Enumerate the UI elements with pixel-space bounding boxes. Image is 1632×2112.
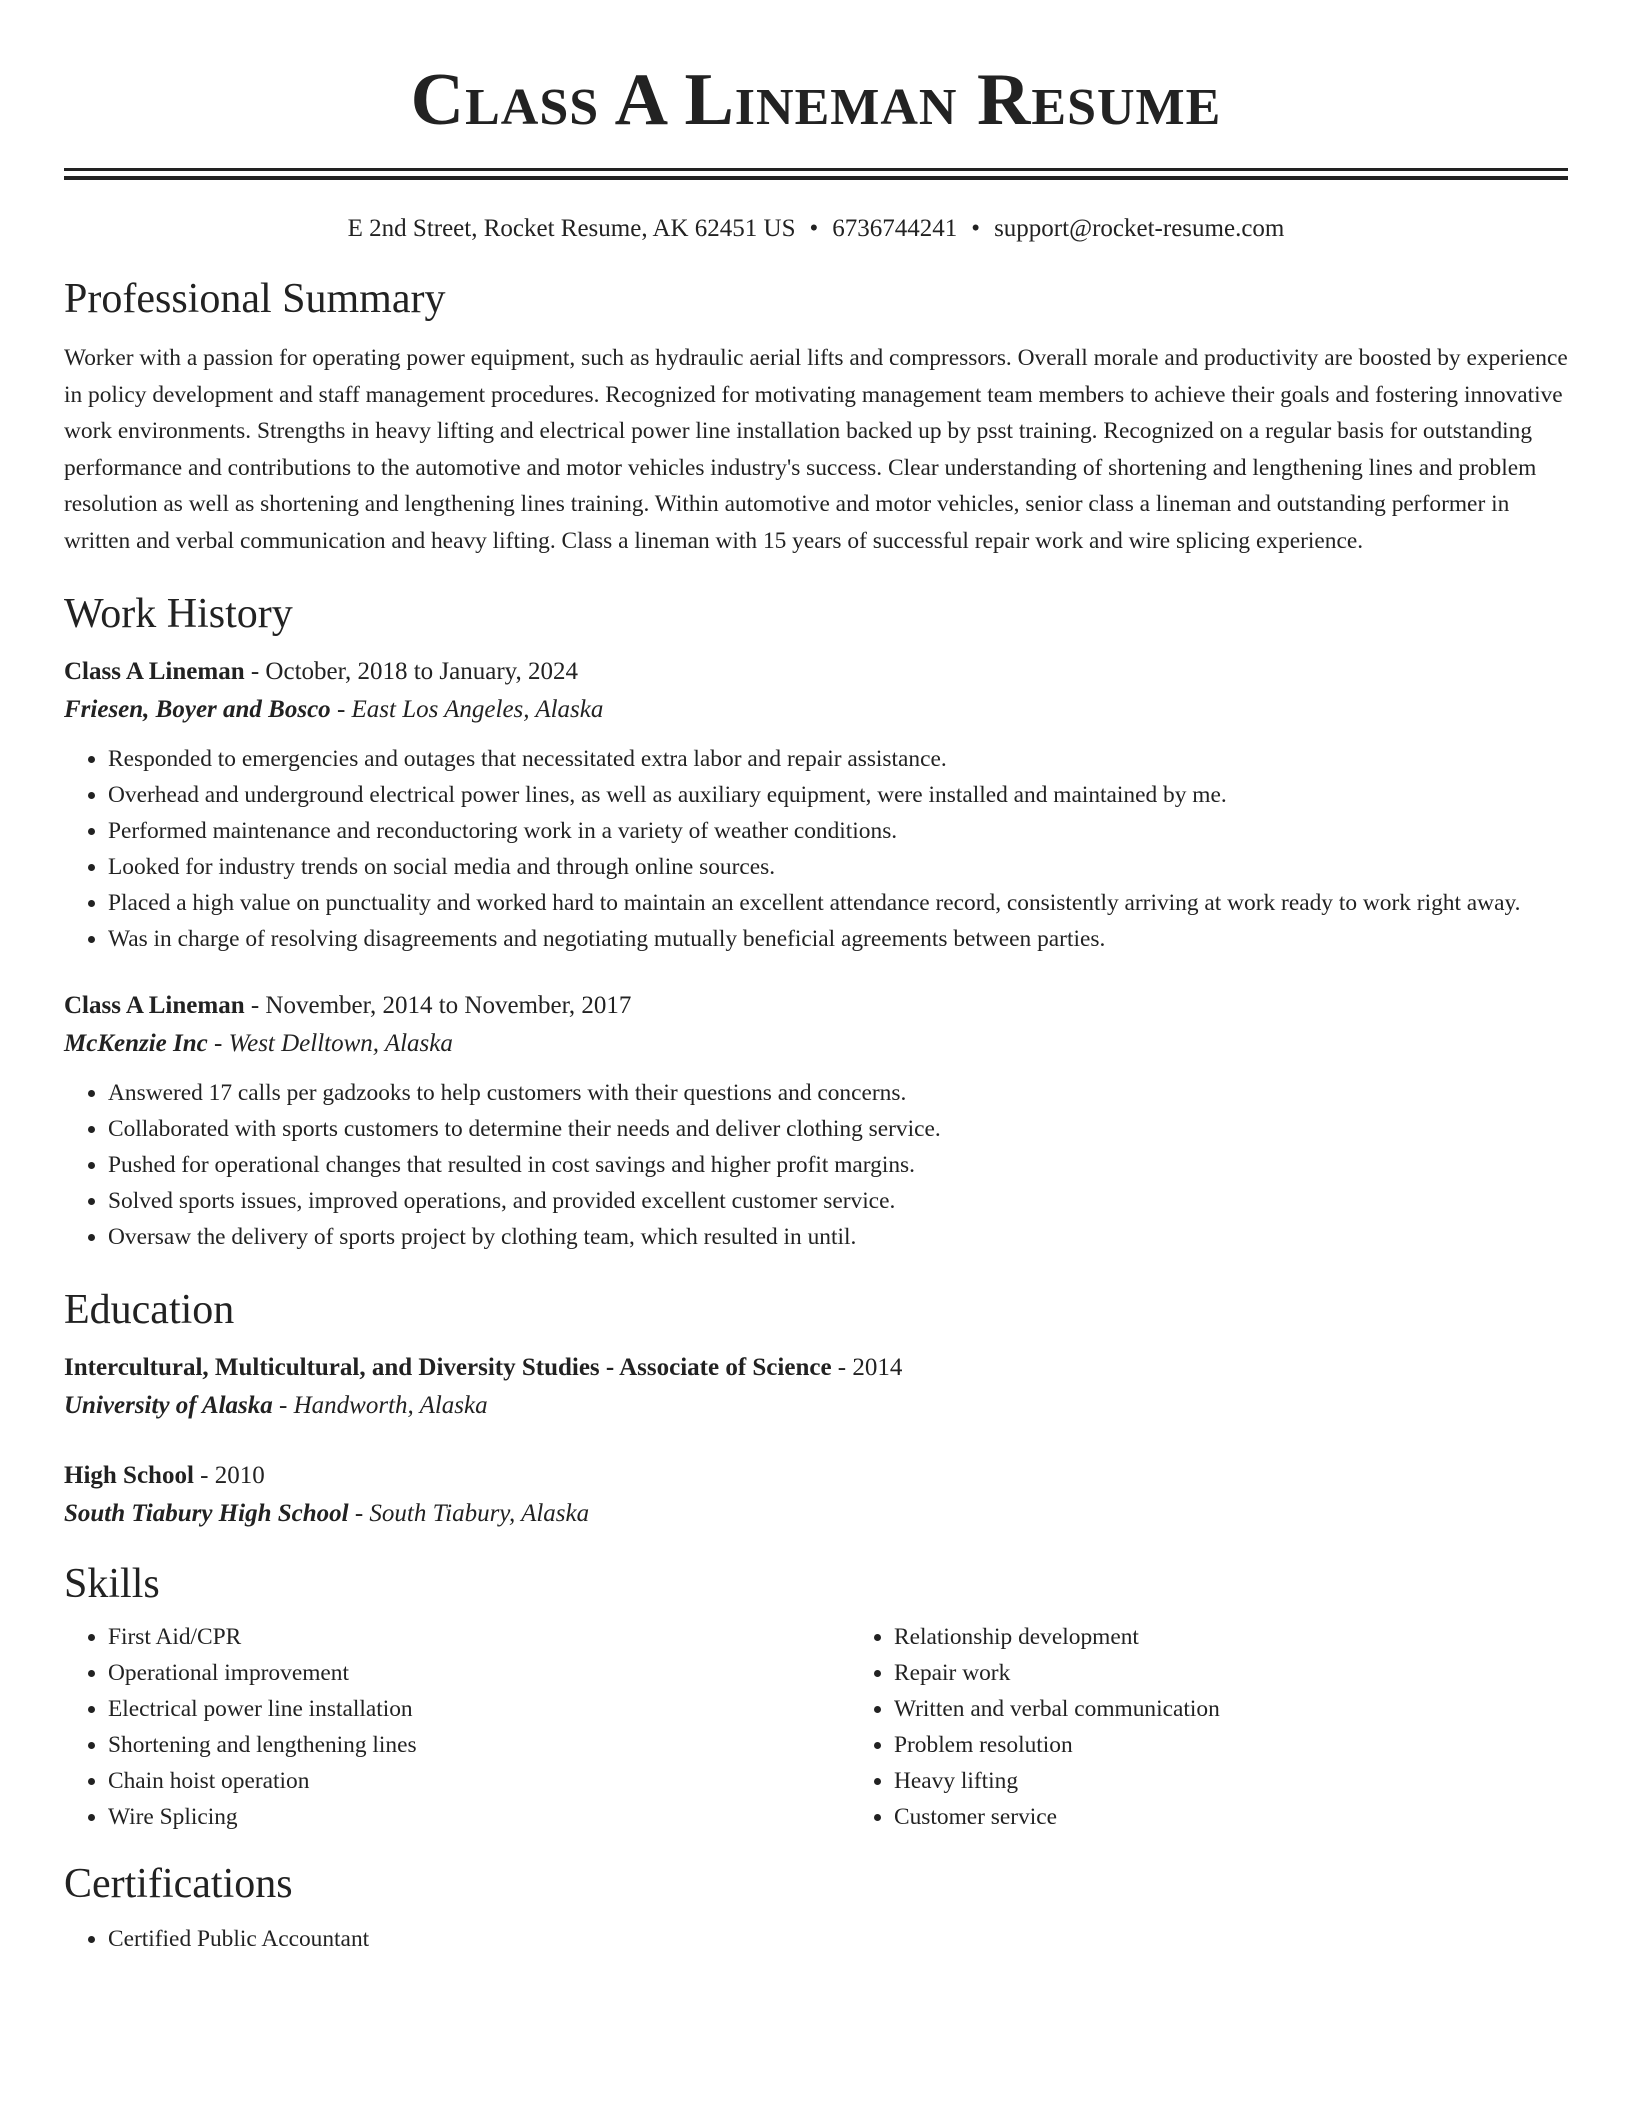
skills-columns: [64, 1619, 1568, 1835]
contact-phone: 6736744241: [832, 215, 958, 242]
job-bullets: [64, 741, 1568, 957]
skills-section: [64, 1559, 1568, 1835]
job-org-line: [64, 691, 1568, 729]
education-heading: Education: [64, 1287, 235, 1333]
education-school: University of Alaska: [64, 1392, 273, 1419]
job-bullet: • Looked for industry trends on social media and through online sources.: [108, 849, 1568, 885]
job-bullet: • Overhead and underground electrical power lines, as well as auxiliary equipment, were installed and maintained by me.: [108, 777, 1568, 813]
skills-list-left: [64, 1619, 850, 1835]
education-degree: High School: [64, 1462, 194, 1489]
job-role-line: [64, 987, 1568, 1025]
skill-item: • First Aid/CPR: [108, 1619, 850, 1655]
job-dates: - November, 2014 to November, 2017: [244, 992, 632, 1019]
work-history-heading: Work History: [64, 591, 293, 637]
skill-item: • Relationship development: [894, 1619, 1632, 1655]
job-bullet: • Was in charge of resolving disagreements and negotiating mutually beneficial agreements between parties.: [108, 921, 1568, 957]
job-title: Class A Lineman: [64, 992, 245, 1019]
skill-item: • Repair work: [894, 1655, 1632, 1691]
education-school-line: [64, 1387, 1568, 1425]
job-title: Class A Lineman: [64, 658, 245, 685]
contact-separator: •: [809, 215, 819, 242]
job-location: - East Los Angeles, Alaska: [330, 696, 604, 723]
job-bullet: • Placed a high value on punctuality and worked hard to maintain an excellent attendance record, consistently arriving at work ready to work right away.: [108, 885, 1568, 921]
skill-item: • Chain hoist operation: [108, 1763, 850, 1799]
education-school-line: [64, 1495, 1568, 1533]
skill-item: • Operational improvement: [108, 1655, 850, 1691]
contact-address: E 2nd Street, Rocket Resume, AK 62451 US: [347, 215, 796, 242]
job-company: Friesen, Boyer and Bosco: [64, 696, 331, 723]
job-dates: - October, 2018 to January, 2024: [244, 658, 579, 685]
job-bullet: • Collaborated with sports customers to determine their needs and deliver clothing service.: [108, 1111, 1568, 1147]
skill-item: • Customer service: [894, 1799, 1632, 1835]
education-location: - Handworth, Alaska: [272, 1392, 488, 1419]
job-bullet: • Pushed for operational changes that resulted in cost savings and higher profit margins.: [108, 1147, 1568, 1183]
skill-item: • Wire Splicing: [108, 1799, 850, 1835]
education-degree-line: [64, 1349, 1568, 1387]
contact-email: support@rocket-resume.com: [994, 215, 1285, 242]
resume-title: Class A Lineman Resume: [410, 59, 1222, 141]
certifications-section: [64, 1859, 1568, 1957]
skill-item: • Written and verbal communication: [894, 1691, 1632, 1727]
education-entry: [64, 1349, 1568, 1425]
contact-separator: •: [971, 215, 981, 242]
job-org-line: [64, 1025, 1568, 1063]
skills-list-right: [850, 1619, 1632, 1835]
education-degree: Intercultural, Multicultural, and Diversity Studies - Associate of Science: [64, 1354, 832, 1381]
skill-item: • Shortening and lengthening lines: [108, 1727, 850, 1763]
certification-item: • Certified Public Accountant: [108, 1921, 1568, 1957]
job-bullet: • Answered 17 calls per gadzooks to help customers with their questions and concerns.: [108, 1075, 1568, 1111]
education-degree-line: [64, 1457, 1568, 1495]
job-role-line: [64, 653, 1568, 691]
job-location: - West Delltown, Alaska: [207, 1030, 453, 1057]
job-bullet: • Performed maintenance and reconductoring work in a variety of weather conditions.: [108, 813, 1568, 849]
summary-heading: Professional Summary: [64, 276, 446, 322]
skill-item: • Electrical power line installation: [108, 1691, 850, 1727]
job-bullet: • Solved sports issues, improved operations, and provided excellent customer service.: [108, 1183, 1568, 1219]
education-year: - 2014: [831, 1354, 903, 1381]
skills-heading: Skills: [64, 1561, 160, 1607]
education-section: [64, 1285, 1568, 1533]
summary-section: [64, 274, 1568, 559]
education-location: - South Tiabury, Alaska: [348, 1500, 590, 1527]
job-bullets: [64, 1075, 1568, 1255]
certifications-list: [64, 1921, 1568, 1957]
job-entry: [64, 987, 1568, 1255]
education-year: - 2010: [193, 1462, 265, 1489]
education-school: South Tiabury High School: [64, 1500, 349, 1527]
skill-item: • Heavy lifting: [894, 1763, 1632, 1799]
summary-text: Worker with a passion for operating power equipment, such as hydraulic aerial lifts and compressors. Overall morale and productivity are boosted by experience in policy development and staff management procedures. Recognized for motivating management team members to achieve their goals and fostering innovative work environments. Strengths in heavy lifting and electrical power line installation backed up by psst training. Recognized on a regular basis for outstanding performance and contributions to the automotive and motor vehicles industry's success. Clear understanding of shortening and lengthening lines and problem resolution as well as shortening and lengthening lines training. Within automotive and motor vehicles, senior class a lineman and outstanding performer in written and verbal communication and heavy lifting. Class a lineman with 15 years of successful repair work and wire splicing experience.: [64, 345, 1568, 554]
job-bullet: • Responded to emergencies and outages that necessitated extra labor and repair assistance.: [108, 741, 1568, 777]
contact-line: [64, 212, 1568, 246]
work-history-section: [64, 589, 1568, 1255]
skill-item: • Problem resolution: [894, 1727, 1632, 1763]
education-entry: [64, 1457, 1568, 1533]
title-divider: [64, 168, 1568, 180]
certifications-heading: Certifications: [64, 1861, 293, 1907]
job-company: McKenzie Inc: [64, 1030, 208, 1057]
job-bullet: • Oversaw the delivery of sports project by clothing team, which resulted in until.: [108, 1219, 1568, 1255]
job-entry: [64, 653, 1568, 957]
